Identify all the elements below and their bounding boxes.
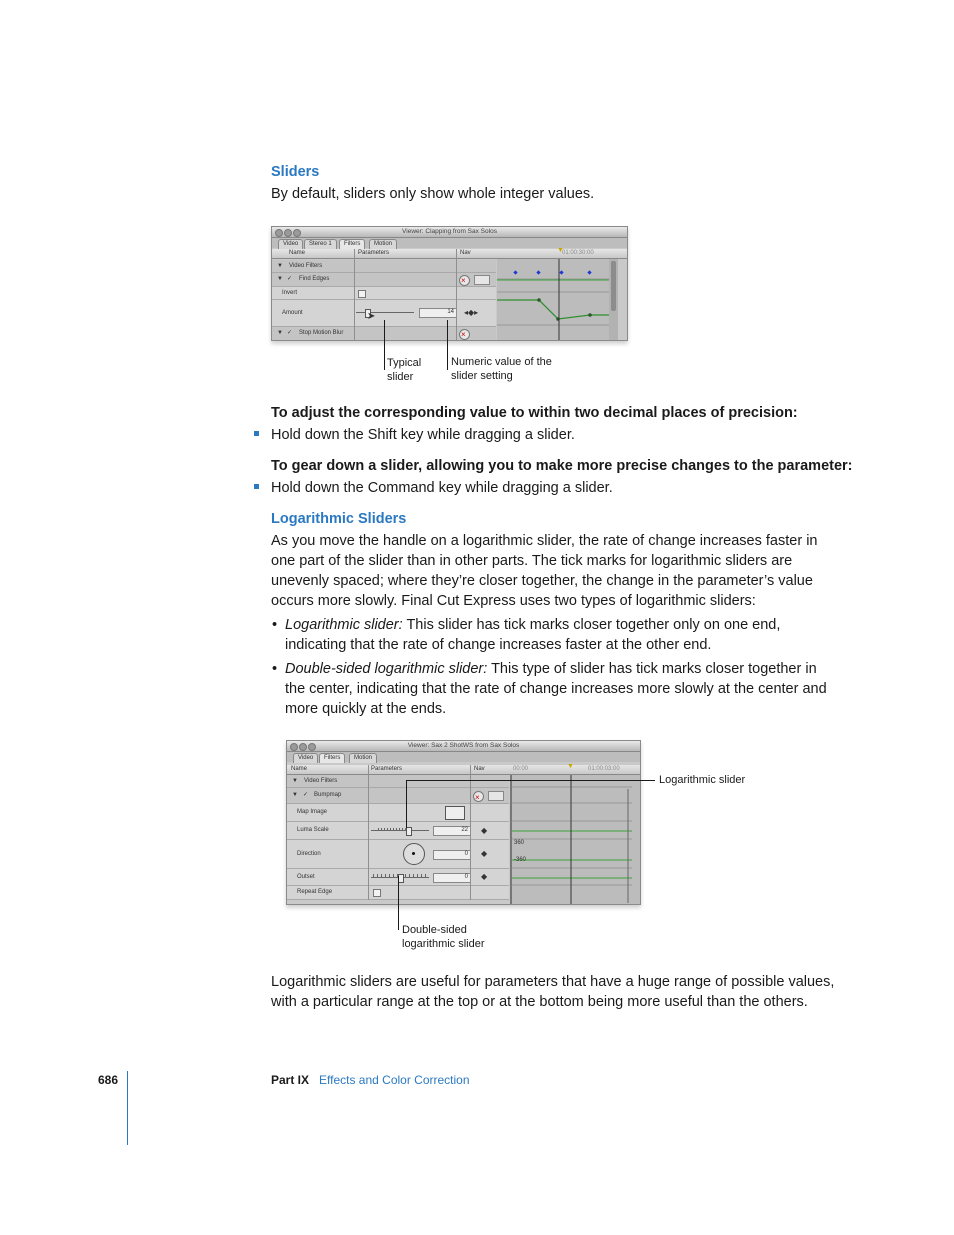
item-text: indicating that the rate of change increases faster at the other end. bbox=[285, 637, 712, 653]
paragraph-line: one part of the slider than in other parts. The tick marks for logarithmic sliders are bbox=[271, 553, 793, 569]
timecode-left: 00:00 bbox=[513, 766, 529, 772]
callout-text: slider setting bbox=[451, 370, 513, 382]
bullet-square-icon bbox=[254, 431, 259, 436]
col-nav: Nav bbox=[474, 766, 485, 772]
task-step-shift: Hold down the Shift key while dragging a slider. bbox=[271, 427, 575, 443]
task-step-command: Hold down the Command key while dragging a slider. bbox=[271, 480, 613, 496]
list-item-logarithmic bbox=[285, 615, 830, 655]
logarithmic-paragraph bbox=[271, 531, 831, 611]
list-item-double-sided bbox=[285, 659, 830, 719]
reset-button[interactable] bbox=[459, 275, 470, 286]
checkmark-icon[interactable]: ✓ bbox=[303, 792, 309, 798]
reset-button[interactable] bbox=[473, 791, 484, 802]
row-label: Find Edges bbox=[299, 276, 330, 282]
row-label: Bumpmap bbox=[314, 792, 342, 798]
footer-chapter-link[interactable]: Effects and Color Correction bbox=[319, 1073, 470, 1087]
item-text: the center, indicating that the rate of change increases more slowly at the center and bbox=[285, 681, 827, 697]
callout-typical-slider bbox=[387, 356, 421, 384]
disclosure-triangle-icon[interactable]: ▼ bbox=[292, 792, 298, 798]
row-label: Amount bbox=[282, 310, 303, 316]
dial-center-icon bbox=[412, 852, 415, 855]
disclosure-triangle-icon[interactable]: ▼ bbox=[277, 263, 283, 269]
item-text: more quickly at the ends. bbox=[285, 701, 447, 717]
keyframe-graph-svg bbox=[497, 259, 618, 340]
window-titlebar bbox=[272, 227, 627, 238]
tab-video[interactable]: Video bbox=[293, 753, 318, 763]
keyframe-nav-icon[interactable]: ◆ bbox=[481, 872, 488, 881]
image-well-icon[interactable] bbox=[445, 806, 465, 820]
row-label: Video Filters bbox=[304, 778, 338, 784]
keyframe-nav-icon[interactable]: ◆ bbox=[481, 826, 488, 835]
screenshot-viewer-bumpmap bbox=[286, 740, 641, 905]
window-titlebar bbox=[287, 741, 640, 752]
callout-text: logarithmic slider bbox=[402, 938, 485, 950]
col-name: Name bbox=[289, 250, 306, 256]
playhead-icon[interactable]: ▼ bbox=[567, 763, 574, 770]
row-bumpmap bbox=[287, 788, 509, 804]
keyframe-graph-svg bbox=[510, 775, 640, 904]
invert-checkbox[interactable] bbox=[358, 290, 366, 298]
tab-motion[interactable]: Motion bbox=[369, 239, 397, 249]
cursor-arrow-icon: ➤ bbox=[367, 311, 376, 322]
callout-text: Typical bbox=[387, 357, 422, 369]
keyframe-nav-icon[interactable]: ◆ bbox=[481, 849, 488, 858]
footer-rule bbox=[127, 1071, 128, 1145]
col-name: Name bbox=[291, 766, 308, 772]
column-divider bbox=[470, 765, 471, 900]
term: Double-sided logarithmic slider: bbox=[285, 661, 488, 677]
callout-line bbox=[447, 320, 448, 370]
amount-value-field[interactable]: 14 bbox=[419, 308, 457, 318]
keyframe-graph[interactable] bbox=[497, 259, 618, 340]
item-text: This type of slider has tick marks closer together in bbox=[487, 661, 817, 677]
nav-menu-button[interactable] bbox=[474, 275, 490, 285]
column-header bbox=[287, 765, 640, 775]
sliders-intro: By default, sliders only show whole integer values. bbox=[271, 186, 595, 202]
tab-filters[interactable]: Filters bbox=[319, 753, 345, 763]
bullet-dot: • bbox=[272, 661, 278, 677]
tab-filters[interactable]: Filters bbox=[339, 239, 365, 249]
row-label: Luma Scale bbox=[297, 827, 329, 833]
row-invert bbox=[272, 287, 496, 300]
bullet-square-icon bbox=[254, 484, 259, 489]
callout-text: Double-sided bbox=[402, 924, 467, 936]
window-title: Viewer: Sax 2 ShotWS from Sax Solos bbox=[407, 742, 520, 749]
tab-stereo[interactable]: Stereo 1 bbox=[304, 239, 337, 249]
callout-line bbox=[398, 876, 399, 930]
keyframe-graph[interactable] bbox=[510, 775, 640, 904]
column-divider bbox=[456, 249, 457, 340]
checkmark-icon[interactable]: ✓ bbox=[287, 276, 293, 282]
item-text: This slider has tick marks closer together only on one end, bbox=[402, 617, 781, 633]
section-heading-logarithmic: Logarithmic Sliders bbox=[271, 511, 407, 527]
row-video-filters bbox=[272, 260, 496, 273]
closing-paragraph bbox=[271, 972, 841, 1012]
row-luma-scale bbox=[287, 822, 509, 840]
window-title: Viewer: Clapping from Sax Solos bbox=[402, 228, 497, 235]
disclosure-triangle-icon[interactable]: ▼ bbox=[277, 276, 283, 282]
col-parameters: Parameters bbox=[358, 250, 390, 256]
nav-menu-button[interactable] bbox=[488, 791, 504, 801]
disclosure-triangle-icon[interactable]: ▼ bbox=[277, 330, 283, 336]
callout-text: slider bbox=[387, 371, 414, 383]
repeat-edge-checkbox[interactable] bbox=[373, 889, 381, 897]
outset-value-field[interactable]: 0 bbox=[433, 873, 471, 883]
row-label: Stop Motion Blur bbox=[299, 330, 344, 336]
footer-part: Part IX bbox=[271, 1073, 310, 1087]
page-number: 686 bbox=[98, 1073, 119, 1087]
bullet-dot: • bbox=[272, 617, 278, 633]
column-divider bbox=[354, 249, 355, 340]
slider-ticks bbox=[378, 828, 408, 831]
disclosure-triangle-icon[interactable]: ▼ bbox=[292, 778, 298, 784]
timecode: 01:00:30:00 bbox=[562, 250, 594, 256]
row-find-edges bbox=[272, 273, 496, 287]
column-header bbox=[272, 249, 627, 259]
paragraph-line: As you move the handle on a logarithmic slider, the rate of change increases faster in bbox=[271, 533, 818, 549]
row-label: Invert bbox=[282, 290, 298, 296]
row-label: Direction bbox=[297, 851, 321, 857]
paragraph-line: unevenly spaced; where they’re closer together, the change in the parameter’s value bbox=[271, 573, 813, 589]
graph-max-label: 360 bbox=[514, 840, 525, 846]
callout-numeric-value bbox=[451, 355, 552, 383]
row-map-image bbox=[287, 804, 509, 822]
reset-button[interactable] bbox=[459, 329, 470, 340]
callout-double-sided-slider bbox=[402, 923, 485, 951]
paragraph-line: with a particular range at the top or at the bottom being more useful than the others. bbox=[271, 994, 808, 1010]
callout-line bbox=[406, 780, 655, 781]
luma-value-field[interactable]: 22 bbox=[433, 826, 471, 836]
col-parameters: Parameters bbox=[371, 766, 403, 772]
row-label: Repeat Edge bbox=[297, 889, 333, 895]
tab-bar bbox=[272, 238, 627, 248]
direction-value-field[interactable]: 0 bbox=[433, 850, 471, 860]
row-label: Video Filters bbox=[289, 263, 323, 269]
callout-logarithmic-slider: Logarithmic slider bbox=[659, 774, 746, 786]
section-heading-sliders: Sliders bbox=[271, 164, 320, 180]
tab-motion[interactable]: Motion bbox=[349, 753, 377, 763]
keyframe-nav-icon[interactable]: ◂◆▸ bbox=[464, 308, 479, 317]
timecode-right: 01:00:03:00 bbox=[588, 766, 620, 772]
slider-handle[interactable] bbox=[406, 827, 412, 836]
paragraph-line: occurs more slowly. Final Cut Express uses two types of logarithmic sliders: bbox=[271, 593, 756, 609]
task-title-gear-down: To gear down a slider, allowing you to make more precise changes to the parameter: bbox=[271, 458, 853, 474]
tab-bar bbox=[287, 752, 640, 762]
screenshot-viewer-filters bbox=[271, 226, 628, 341]
row-label: Map Image bbox=[297, 809, 328, 815]
playhead-icon[interactable]: ▼ bbox=[557, 247, 564, 254]
paragraph-line: Logarithmic sliders are useful for parameters that have a huge range of possible values, bbox=[271, 974, 835, 990]
tab-video[interactable]: Video bbox=[278, 239, 303, 249]
checkmark-icon[interactable]: ✓ bbox=[287, 330, 293, 336]
column-divider bbox=[368, 765, 369, 900]
task-title-precision: To adjust the corresponding value to within two decimal places of precision: bbox=[271, 405, 798, 421]
row-direction bbox=[287, 840, 509, 869]
callout-line bbox=[384, 320, 385, 370]
graph-min-label: -360 bbox=[514, 857, 527, 863]
callout-text: Numeric value of the bbox=[451, 356, 552, 368]
callout-line bbox=[406, 780, 407, 828]
term: Logarithmic slider: bbox=[285, 617, 403, 633]
row-video-filters bbox=[287, 775, 509, 788]
row-label: Outset bbox=[297, 874, 315, 880]
col-nav: Nav bbox=[460, 250, 471, 256]
